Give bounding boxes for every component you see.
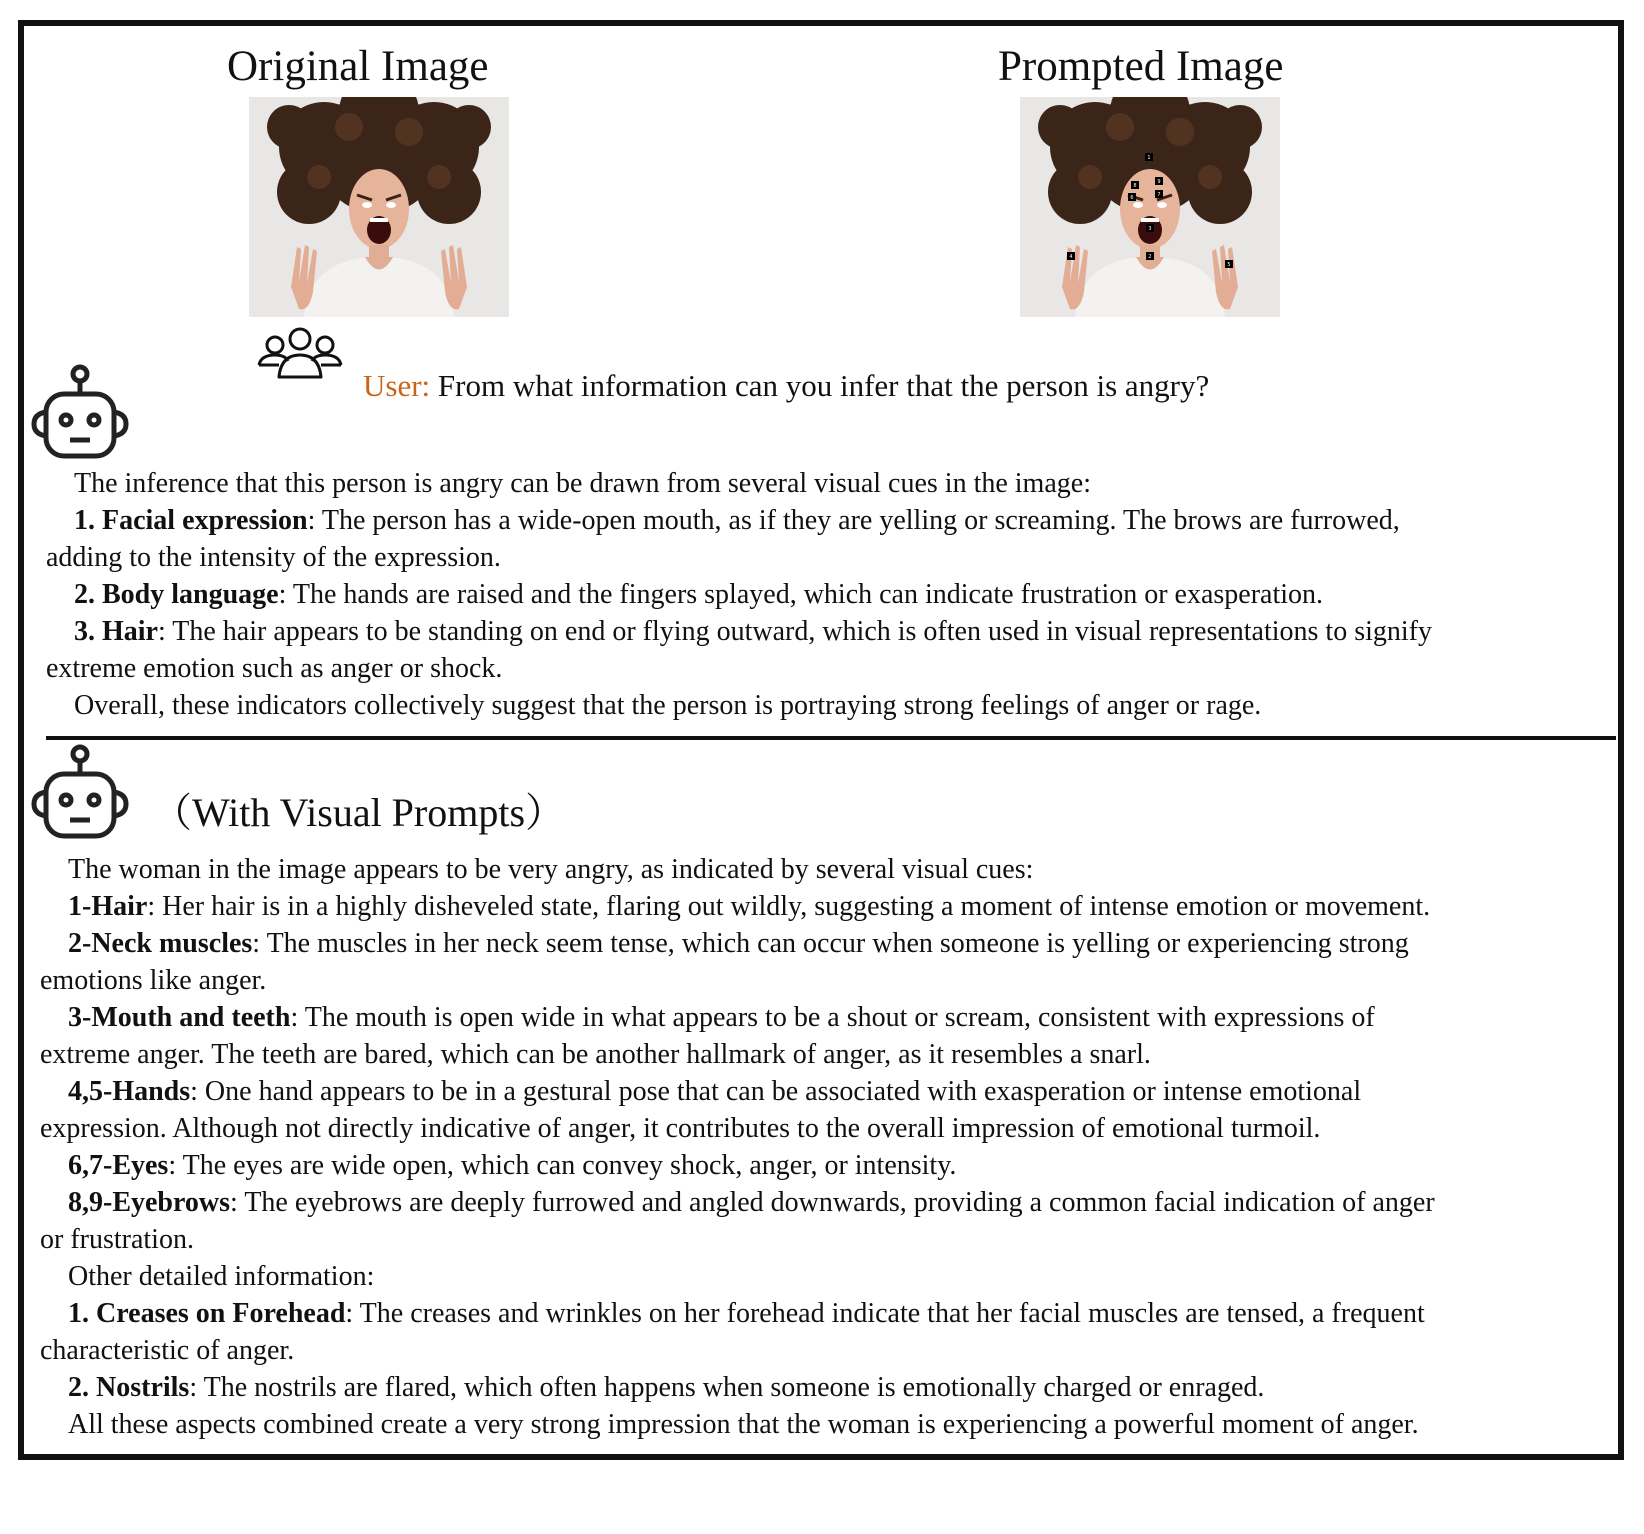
other-heading: Other detailed information: — [68, 1261, 375, 1292]
prompted-item-5: 6,7-Eyes: The eyes are wide open, which can convey shock, anger, or intensity. — [68, 1150, 957, 1181]
prompted-item-4: 4,5-Hands: One hand appears to be in a gestural pose that can be associated with exasperation or intense emotional — [68, 1076, 1362, 1107]
prompted-item-3: 3-Mouth and teeth: The mouth is open wide in what appears to be a shout or scream, consistent with expressions of — [68, 1002, 1375, 1033]
marker-1: 1 — [1147, 155, 1151, 161]
original-image-title: Original Image — [227, 43, 489, 90]
plain-item-3-cont: extreme emotion such as anger or shock. — [46, 653, 503, 684]
section-divider — [46, 736, 1616, 740]
prompted-item-2: 2-Neck muscles: The muscles in her neck seem tense, which can occur when someone is yelling or experiencing strong — [68, 928, 1409, 959]
marker-8: 8 — [1133, 183, 1137, 189]
other-item-1-cont: characteristic of anger. — [40, 1335, 295, 1366]
prompted-item-1: 1-Hair: Her hair is in a highly disheveled state, flaring out wildly, suggesting a moment of intense emotion or movement. — [68, 891, 1431, 922]
prompted-item-3-cont: extreme anger. The teeth are bared, which can be another hallmark of anger, as it resembles a snarl. — [40, 1039, 1151, 1070]
prompted-answer — [40, 851, 1620, 1443]
marker-7: 7 — [1157, 192, 1161, 198]
plain-intro: The inference that this person is angry can be drawn from several visual cues in the image: — [74, 468, 1091, 499]
prompted-conclusion: All these aspects combined create a very strong impression that the woman is experiencing a powerful moment of anger. — [68, 1409, 1419, 1440]
other-item-1: 1. Creases on Forehead: The creases and wrinkles on her forehead indicate that her facial muscles are tensed, a frequent — [68, 1298, 1425, 1329]
plain-conclusion: Overall, these indicators collectively suggest that the person is portraying strong feelings of anger or rage. — [74, 690, 1262, 721]
users-group-icon — [255, 325, 345, 386]
marker-9: 9 — [1157, 179, 1161, 185]
marker-2: 2 — [1148, 254, 1152, 260]
prompted-item-4-cont: expression. Although not directly indicative of anger, it contributes to the overall impression of emotional turmoil. — [40, 1113, 1321, 1144]
prompted-item-2-cont: emotions like anger. — [40, 965, 267, 996]
marker-6: 6 — [1130, 195, 1134, 201]
prompted-item-6: 8,9-Eyebrows: The eyebrows are deeply furrowed and angled downwards, providing a common facial indication of anger — [68, 1187, 1435, 1218]
prompted-item-6-cont: or frustration. — [40, 1224, 194, 1255]
marker-5: 5 — [1227, 262, 1231, 268]
user-question — [363, 368, 1209, 404]
user-label: User: — [363, 368, 431, 403]
marker-4: 4 — [1069, 254, 1073, 260]
question-text: From what information can you infer that the person is angry? — [437, 368, 1210, 403]
prompted-image — [1020, 97, 1280, 317]
plain-item-1-cont: adding to the intensity of the expression. — [46, 542, 501, 573]
visual-prompts-heading: （With Visual Prompts） — [152, 790, 566, 835]
marker-3: 3 — [1148, 226, 1152, 232]
plain-item-1: 1. Facial expression: The person has a wide-open mouth, as if they are yelling or screaming. The brows are furrowed, — [74, 505, 1400, 536]
robot-icon — [30, 364, 130, 469]
prompted-image-title: Prompted Image — [998, 43, 1284, 90]
robot-icon — [30, 744, 130, 849]
plain-item-3: 3. Hair: The hair appears to be standing on end or flying outward, which is often used in visual representations to signify — [74, 616, 1432, 647]
plain-item-2: 2. Body language: The hands are raised and the fingers splayed, which can indicate frustration or exasperation. — [74, 579, 1324, 610]
original-image — [249, 97, 509, 317]
prompted-intro: The woman in the image appears to be very angry, as indicated by several visual cues: — [68, 854, 1034, 885]
plain-answer — [46, 465, 1616, 724]
other-item-2: 2. Nostrils: The nostrils are flared, which often happens when someone is emotionally charged or enraged. — [68, 1372, 1265, 1403]
